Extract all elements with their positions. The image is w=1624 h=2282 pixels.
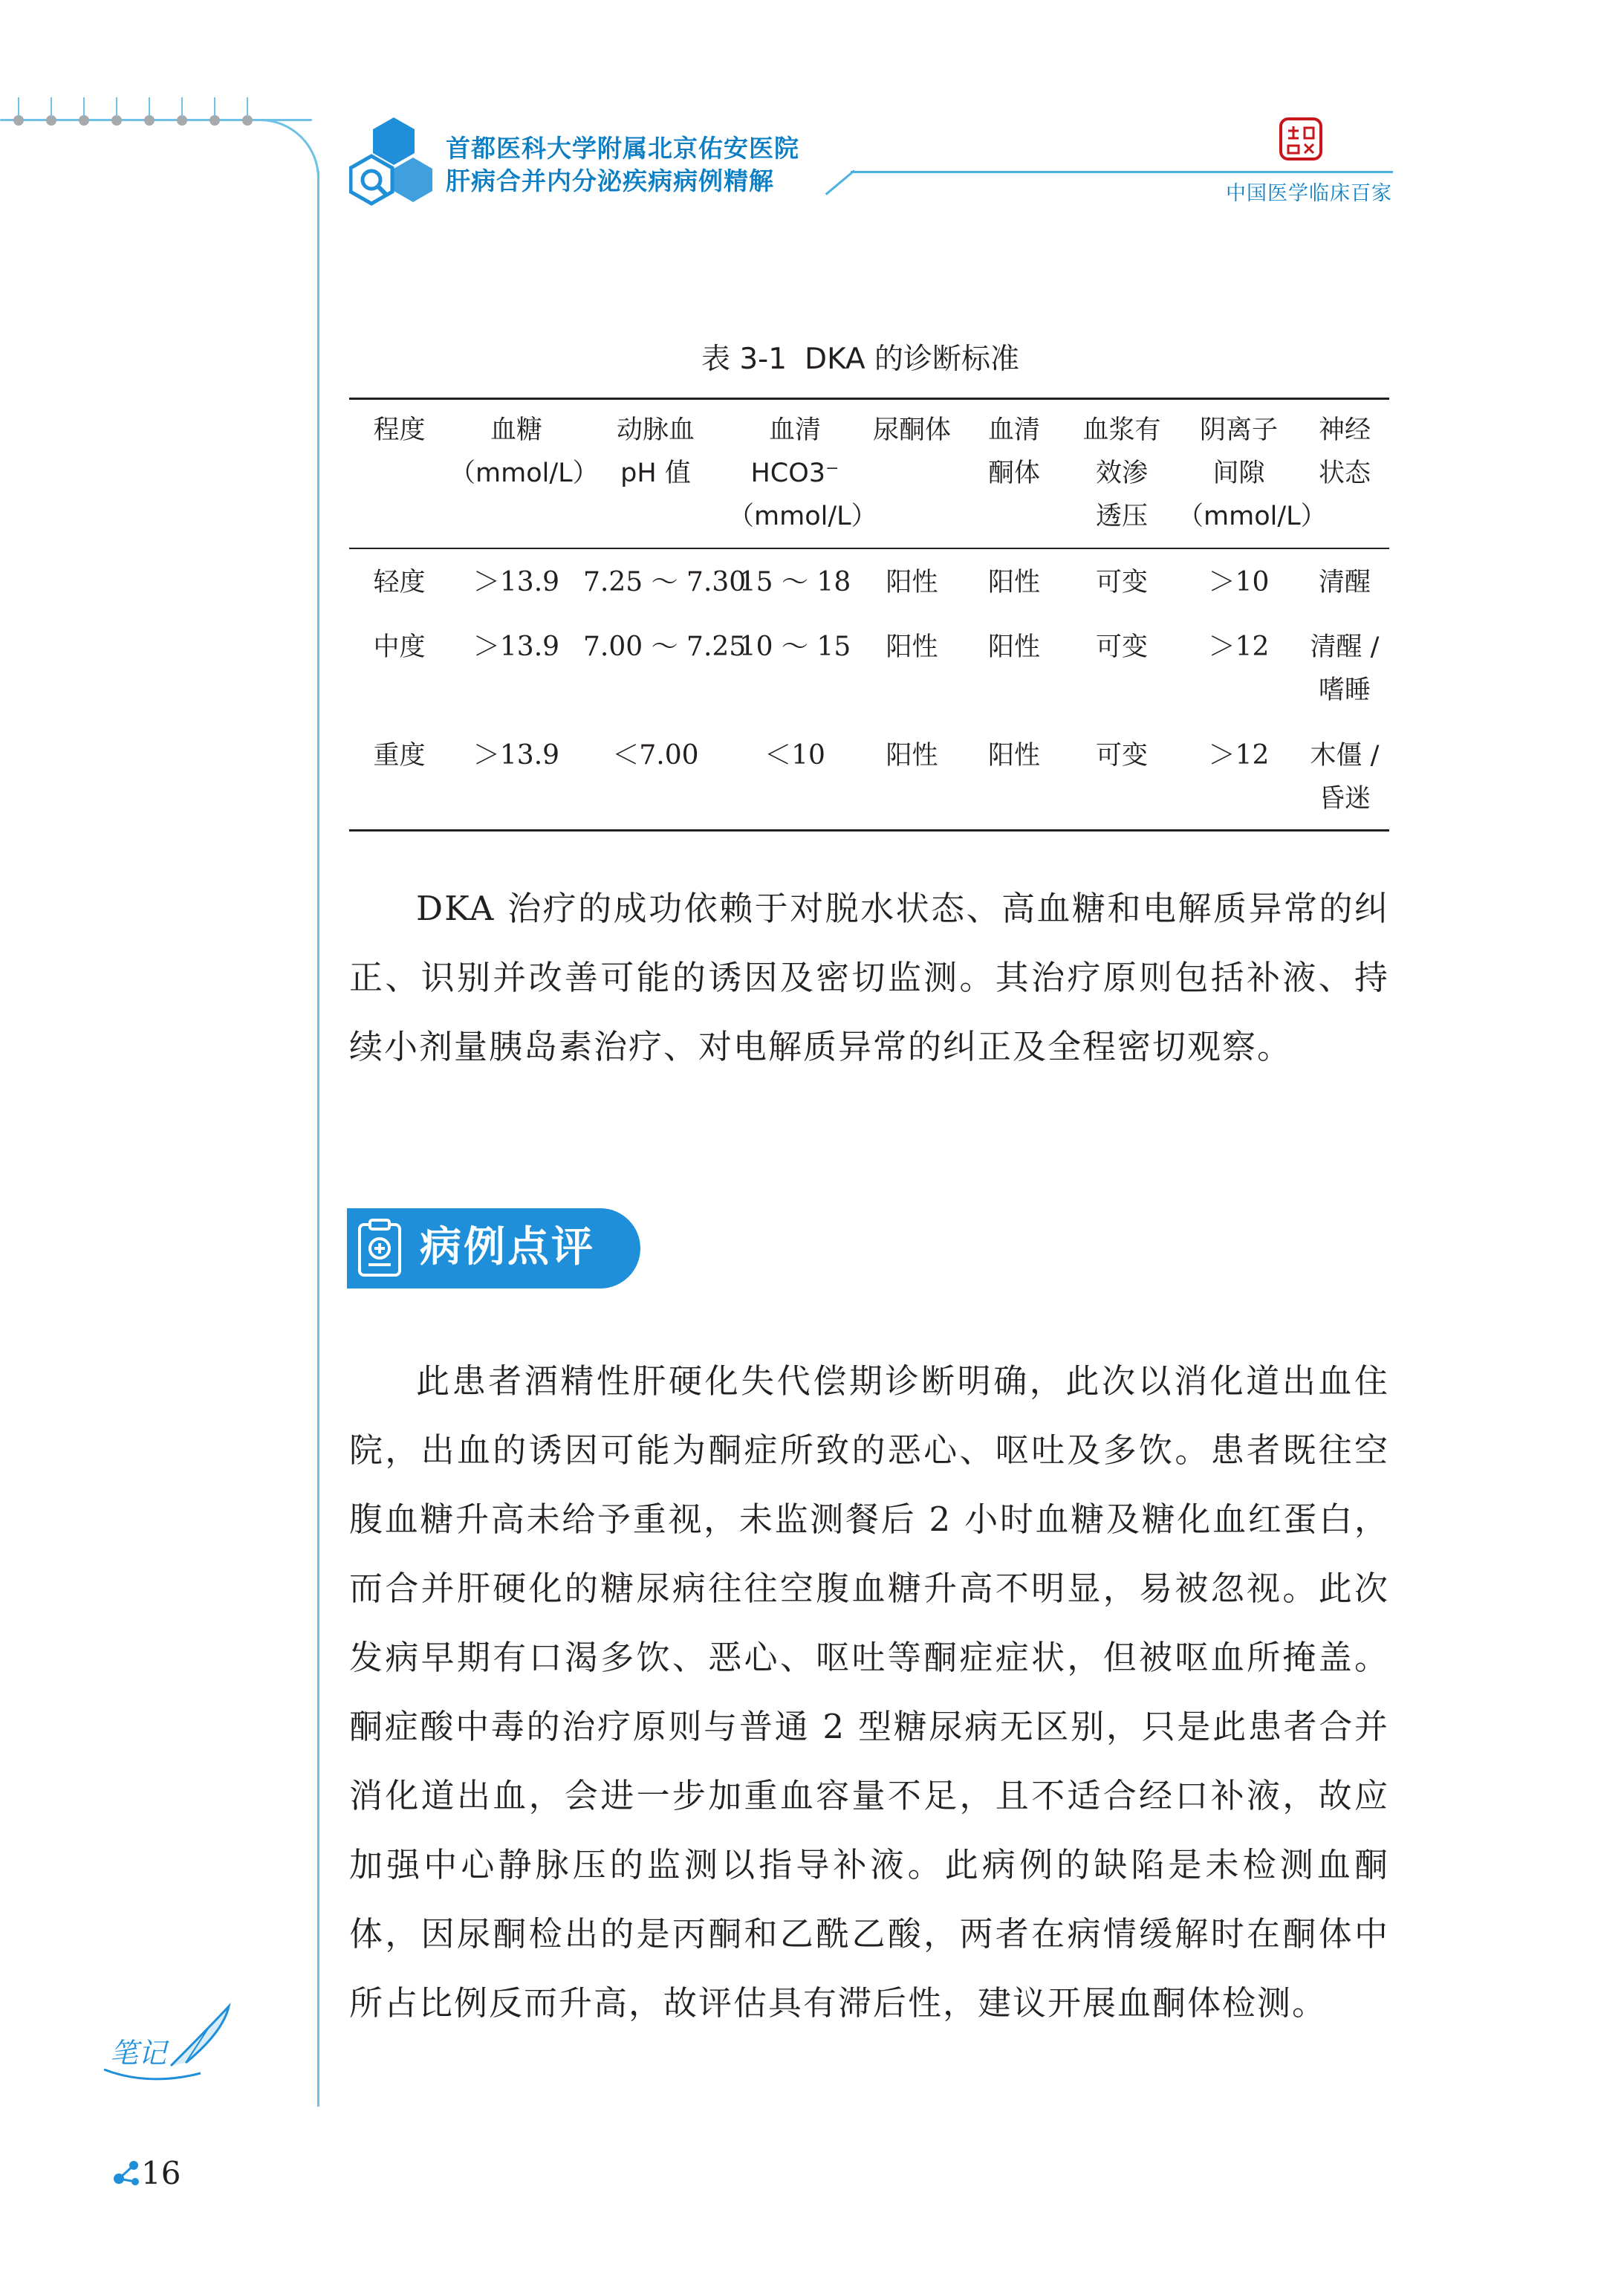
binding-curve: [253, 119, 319, 186]
table-cell: 阳性: [987, 632, 1040, 662]
table-cell: 阳性: [886, 741, 938, 771]
binding-pin: [210, 115, 220, 126]
header-title-line1: 首都医科大学附属北京佑安医院: [446, 134, 799, 163]
table-cell: 阳性: [987, 568, 1040, 597]
section-title: 病例点评: [420, 1223, 595, 1271]
header-cell: 神经 状态: [1318, 415, 1371, 488]
table-cell: 可变: [1095, 568, 1148, 597]
hexagon-logo-icon: [349, 111, 446, 223]
binding-pin: [79, 115, 89, 126]
table-cell: ＞10: [1208, 567, 1270, 597]
notes-label: 笔记: [110, 2037, 167, 2069]
table-cell: 阳性: [886, 632, 938, 662]
table-cell: 清醒 / 嗜睡: [1310, 632, 1380, 705]
header-cell: 尿酮体: [872, 415, 951, 445]
table-cell: 7.00 ～ 7.25: [583, 632, 747, 662]
table-cell: 阳性: [886, 568, 938, 597]
body-paragraph: DKA 治疗的成功依赖于对脱水状态、高血糖和电解质异常的纠正、识别并改善可能的诱因及密切监测。其治疗原则包括补液、持续小剂量胰岛素治疗、对电解质异常的纠正及全程密切观察。: [349, 889, 1389, 1066]
binding-pin: [46, 115, 56, 126]
header-cell: 动脉血 pH 值: [616, 415, 695, 488]
table-cell: 重度: [373, 741, 426, 771]
table-top-rule: [349, 398, 1389, 400]
table-cell: 轻度: [373, 568, 426, 597]
seal-stamp-icon: [1279, 117, 1322, 161]
table-cell: ＞12: [1208, 740, 1270, 771]
page-number: 16: [141, 2155, 181, 2191]
header-cell: 阴离子 间隙 （mmol/L）: [1178, 415, 1327, 531]
header-cell: 血清 酮体: [987, 415, 1040, 488]
binding-pin: [111, 115, 122, 126]
molecule-icon: [111, 2156, 143, 2188]
table-cell: ＞13.9: [472, 567, 560, 597]
table-cell: ＜7.00: [612, 740, 699, 771]
clipboard-medical-icon: [355, 1219, 404, 1278]
table-cell: 15 ～ 18: [738, 567, 851, 597]
table-cell: 木僵 / 昏迷: [1310, 741, 1380, 814]
header-cell: 血糖 （mmol/L）: [449, 415, 599, 488]
table-cell: ＜10: [764, 740, 825, 771]
header-title-line2: 肝病合并内分泌疾病病例精解: [446, 166, 774, 195]
binding-pin: [242, 115, 253, 126]
header-cell: 血浆有 效渗 透压: [1082, 415, 1161, 531]
notes-quill-icon: [97, 1999, 245, 2088]
table-cell: ＞12: [1208, 632, 1270, 662]
binding-pin: [177, 115, 187, 126]
binding-pin: [144, 115, 155, 126]
header-cell: 程度: [373, 415, 426, 445]
table-cell: 可变: [1095, 741, 1148, 771]
table-cell: ＞13.9: [472, 632, 560, 662]
header-cell: 血清 HCO3⁻ （mmol/L）: [728, 415, 877, 531]
table-cell: 中度: [373, 632, 426, 662]
body-paragraph: 此患者酒精性肝硬化失代偿期诊断明确，此次以消化道出血住院，出血的诱因可能为酮症所致的恶心、呕吐及多饮。患者既往空腹血糖升高未给予重视，未监测餐后 2 小时血糖及糖化血红蛋白，而合并肝硬化的糖尿病往往空腹血糖升高不明显，易被忽视。此次发病早期有口渴多饮、恶心、呕吐等酮症症状，但被呕血所掩盖。酮症酸中毒的治疗原则与普通 2 型糖尿病无区别，只是此患者合并消化道出血，会进一步加重血容量不足，且不适合经口补液，故应加强中心静脉压的监测以指导补液。此病例的缺陷是未检测血酮体，因尿酮检出的是丙酮和乙酰乙酸，两者在病情缓解时在酮体中所占比例反而升高，故评估具有滞后性，建议开展血酮体检测。: [349, 1361, 1389, 2023]
table-caption: [349, 336, 1389, 377]
table-header-rule: [349, 548, 1389, 549]
binding-pin: [13, 115, 24, 126]
table-cell: 清醒: [1318, 568, 1371, 597]
header-title: [446, 132, 799, 198]
table-caption-number: 表 3-1: [701, 343, 787, 376]
header-rule: [851, 171, 1393, 173]
table-cell: 7.25 ～ 7.30: [583, 567, 747, 597]
table-cell: 可变: [1095, 632, 1148, 662]
table-bottom-rule: [349, 829, 1389, 832]
series-name: 中国医学临床百家: [1226, 182, 1392, 205]
header-rule-slant: [825, 169, 855, 195]
table-caption-title: DKA 的诊断标准: [805, 343, 1020, 376]
table-cell: 阳性: [987, 741, 1040, 771]
page-spine-rule: [317, 171, 319, 2107]
table-cell: ＞13.9: [472, 740, 560, 771]
table-cell: 10 ～ 15: [738, 632, 851, 662]
